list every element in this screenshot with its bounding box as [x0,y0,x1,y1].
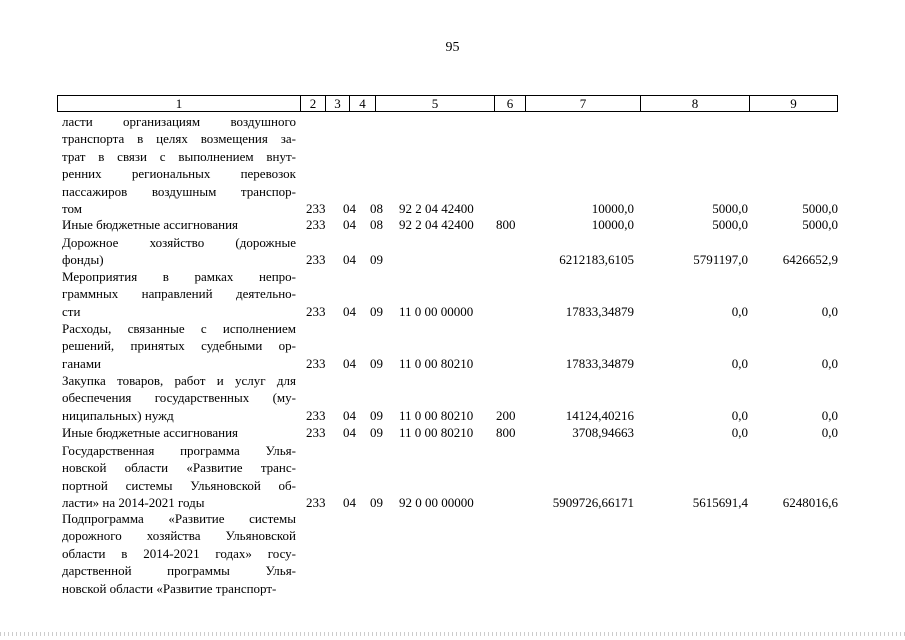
code-subsection: 08 [370,201,383,216]
code-subsection: 08 [370,217,383,232]
code-admin: 233 [306,355,326,371]
amount-col-9: 6426652,9 [782,252,838,268]
code-subsection: 09 [370,303,383,319]
amount-col-9: 0,0 [821,407,838,423]
amount-col-8: 5791197,0 [693,252,748,268]
description-line: новской области «Развитие транспорт- [62,580,277,596]
code-subsection: 09 [370,252,383,268]
amount-col-7: 5909726,66171 [552,495,634,511]
code-subsection: 09 [370,407,383,423]
description-line: ласти организациям воздушного [62,114,296,129]
row-description [62,113,296,217]
amount-col-7: 10000,0 [591,201,634,216]
description-line: Закупка товаров, работ и услуг для [62,373,296,388]
description-line: ренних региональных перевозок [62,166,296,182]
description-line: Подпрограмма «Развитие системы [62,511,296,526]
page-number: 95 [445,40,460,55]
description-line: новской области «Развитие транс- [62,460,296,476]
description-line: пассажиров воздушным транспор- [62,183,296,199]
code-target: 11 0 00 80210 [399,425,474,440]
amount-col-7: 10000,0 [591,217,634,232]
code-section: 04 [343,425,356,440]
table-row [0,320,905,372]
code-expense-type: 800 [496,217,516,232]
amount-col-9: 6248016,6 [782,495,838,511]
amount-col-7: 6212183,6105 [559,252,634,268]
code-admin: 233 [306,201,326,216]
description-line: транспорта в целях возмещения за- [62,131,296,147]
description-line: решений, принятых судебными ор- [62,338,296,354]
amount-col-7: 17833,34879 [565,303,634,319]
table-row [0,442,905,512]
description-line: ганами [62,355,102,371]
description-line: фонды) [62,252,104,268]
amount-col-7: 17833,34879 [565,355,634,371]
code-section: 04 [343,303,356,319]
description-line: портной системы Ульяновской об- [62,477,296,493]
code-admin: 233 [306,217,326,232]
amount-col-9: 0,0 [821,303,838,319]
description-line: дарственной программы Улья- [62,563,296,579]
amount-col-7: 14124,40216 [565,407,634,423]
description-line: ниципальных) нужд [62,407,174,423]
amount-col-8: 5000,0 [712,201,748,216]
code-admin: 233 [306,252,326,268]
code-admin: 233 [306,303,326,319]
table-row [0,424,905,441]
row-description [62,424,296,441]
description-line: Дорожное хозяйство (дорожные [62,235,296,250]
header-col-6: 6 [495,96,526,111]
scan-edge [0,632,905,636]
code-target: 11 0 00 80210 [399,407,474,423]
description-line: Иные бюджетные ассигнования [62,425,239,440]
code-target: 92 2 04 42400 [399,217,474,232]
table-header [57,95,838,112]
table-row [0,510,905,597]
amount-col-8: 0,0 [731,303,748,319]
code-expense-type: 200 [496,407,516,423]
description-line: ласти» на 2014-2021 годы [62,495,205,511]
code-target: 11 0 00 80210 [399,355,474,371]
header-col-9: 9 [790,96,797,111]
code-admin: 233 [306,495,326,511]
code-section: 04 [343,407,356,423]
header-col-2: 2 [301,96,326,111]
row-description [62,268,296,320]
amount-col-9: 0,0 [821,425,838,440]
code-admin: 233 [306,425,326,440]
header-col-4: 4 [350,96,376,111]
code-target: 11 0 00 00000 [399,303,474,319]
table-row [0,372,905,424]
table-row [0,216,905,233]
code-target: 92 0 00 00000 [399,495,474,511]
description-line: граммных направлений деятельно- [62,286,296,302]
code-section: 04 [343,201,356,216]
description-line: Государственная программа Улья- [62,443,296,458]
row-description [62,216,296,233]
description-line: Расходы, связанные с исполнением [62,321,296,336]
table-row [0,113,905,217]
code-section: 04 [343,252,356,268]
description-line: дорожного хозяйства Ульяновской [62,528,296,544]
row-description [62,510,296,597]
row-description [62,320,296,372]
amount-col-8: 0,0 [731,407,748,423]
code-subsection: 09 [370,355,383,371]
description-line: сти [62,303,81,319]
header-col-3: 3 [326,96,350,111]
description-line: Мероприятия в рамках непро- [62,269,296,284]
description-line: обеспечения государственных (му- [62,390,296,406]
header-col-8: 8 [641,96,750,111]
code-expense-type: 800 [496,425,516,440]
row-description [62,442,296,512]
description-line: трат в связи с выполнением внут- [62,148,296,164]
header-col-5: 5 [376,96,495,111]
amount-col-8: 5000,0 [712,217,748,232]
amount-col-8: 0,0 [731,355,748,371]
code-section: 04 [343,217,356,232]
amount-col-8: 5615691,4 [692,495,748,511]
description-line: области в 2014-2021 годах» госу- [62,545,296,561]
header-col-7: 7 [526,96,641,111]
header-col-1: 1 [58,96,301,111]
code-subsection: 09 [370,495,383,511]
code-section: 04 [343,495,356,511]
code-subsection: 09 [370,425,383,440]
code-target: 92 2 04 42400 [399,201,474,216]
amount-col-8: 0,0 [731,425,748,440]
table-row [0,268,905,320]
amount-col-9: 5000,0 [802,217,838,232]
code-admin: 233 [306,407,326,423]
amount-col-7: 3708,94663 [572,425,634,440]
code-section: 04 [343,355,356,371]
table-row [0,234,905,269]
amount-col-9: 5000,0 [802,201,838,216]
row-description [62,372,296,424]
description-line: том [62,201,82,217]
description-line: Иные бюджетные ассигнования [62,217,239,232]
amount-col-9: 0,0 [821,355,838,371]
row-description [62,234,296,269]
